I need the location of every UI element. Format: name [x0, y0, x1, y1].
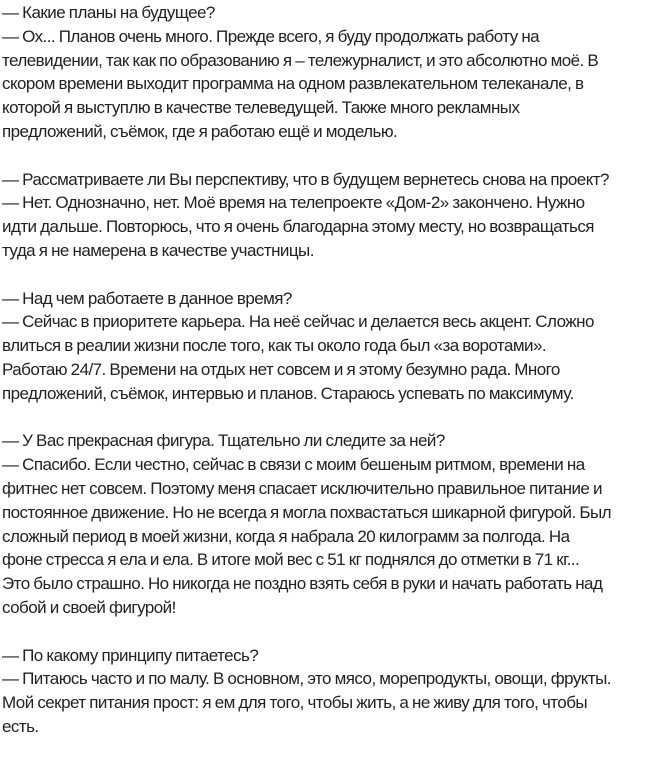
answer-line: предложений, съёмок, интервью и планов. Стараюсь успевать по максимуму.	[2, 383, 574, 403]
question: — Рассматриваете ли Вы перспективу, что в будущем вернетесь снова на проект?	[2, 169, 609, 189]
qa-block-nutrition	[2, 644, 670, 739]
answer-line: — Сейчас в приоритете карьера. На неё сейчас и делается весь акцент. Сложно	[2, 312, 594, 332]
answer-line: — Питаюсь часто и по малу. В основном, это мясо, морепродукты, овощи, фрукты.	[2, 669, 611, 689]
question: — Какие планы на будущее?	[2, 3, 215, 22]
answer-line: есть.	[2, 716, 39, 736]
qa-block-figure	[2, 429, 670, 619]
answer-line: Мой секрет питания прост: я ем для того, чтобы жить, а не живу для того, чтобы	[2, 693, 588, 713]
answer-line: влиться в реалии жизни после того, как ты около года был «за воротами».	[2, 336, 547, 356]
answer-line: сложный период в моей жизни, когда я набрала 20 килограмм за полгода. На	[2, 526, 570, 546]
answer-line: которой я выступлю в качестве телеведущей. Также много рекламных	[2, 98, 520, 118]
answer-line: телевидении, так как по образованию я – тележурналист, и это абсолютно моё. В	[2, 50, 599, 70]
answer-line: предложений, съёмок, где я работаю ещё и моделью.	[2, 121, 398, 141]
answer-line: собой и своей фигурой!	[2, 597, 176, 617]
answer-line: Это было страшно. Но никогда не поздно взять себя в руки и начать работать над	[2, 574, 603, 594]
answer-line: скором времени выходит программа на одном развлекательном телеканале, в	[2, 74, 584, 94]
answer-line: туда я не намерена в качестве участницы.	[2, 240, 314, 260]
question: — По какому принципу питаетесь?	[2, 645, 259, 665]
answer-line: фитнес нет совсем. Поэтому меня спасает исключительно правильное питание и	[2, 478, 602, 498]
qa-block-future-plans	[2, 1, 670, 144]
answer-line: — Нет. Однозначно, нет. Моё время на телепроекте «Дом-2» закончено. Нужно	[2, 193, 585, 213]
answer-line: фоне стресса я ела и ела. В итоге мой вес с 51 кг поднялся до отметки в 71 кг...	[2, 550, 580, 570]
question: — Над чем работаете в данное время?	[2, 288, 292, 308]
answer-line: — Ох... Планов очень много. Прежде всего, я буду продолжать работу на	[2, 26, 540, 46]
qa-block-return-to-project	[2, 168, 670, 263]
qa-block-current-work	[2, 287, 670, 406]
answer-line: — Спасибо. Если честно, сейчас в связи с моим бешеным ритмом, времени на	[2, 455, 585, 475]
answer-line: идти дальше. Повторюсь, что я очень благодарна этому месту, но возвращаться	[2, 217, 594, 237]
answer-line: постоянное движение. Но не всегда я могла похвастаться шикарной фигурой. Был	[2, 502, 611, 522]
answer-line: Работаю 24/7. Времени на отдых нет совсем и я этому безумно рада. Много	[2, 359, 560, 379]
question: — У Вас прекрасная фигура. Тщательно ли следите за ней?	[2, 431, 445, 451]
